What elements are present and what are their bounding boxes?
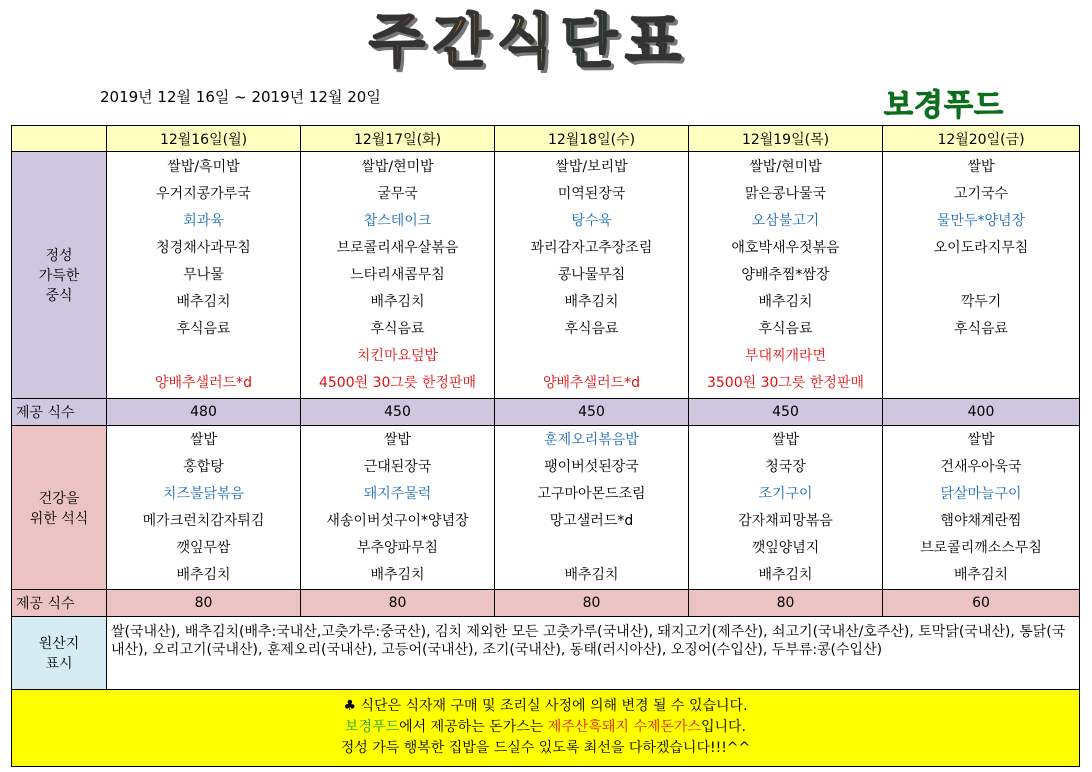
menu-item: 양배추찜*쌈장 (741, 266, 830, 283)
page-title (220, 7, 830, 75)
count-value: 60 (883, 590, 1080, 617)
menu-item: 배추김치 (564, 566, 619, 583)
menu-item: 고기국수 (953, 185, 1009, 202)
count-value: 450 (301, 399, 495, 426)
menu-item: 콩나물무침 (557, 266, 626, 283)
menu-item: 쌀밥 (967, 431, 995, 448)
menu-item: 배추김치 (953, 566, 1009, 583)
header-corner (12, 126, 107, 152)
menu-item: 쌀밥/현미밥 (361, 158, 434, 175)
menu-item: 새송이버섯구이*양념장 (326, 512, 469, 529)
menu-item: 오이도라지무침 (933, 239, 1029, 256)
day-header-row (12, 126, 1080, 152)
notice-line (12, 717, 1079, 738)
title-char: 단 (561, 7, 618, 75)
day-header: 12월18일(수) (495, 126, 689, 152)
count-value: 80 (107, 590, 301, 617)
notice-line: 정성 가득 행복한 집밥을 드실수 있도록 최선을 다하겠습니다!!!^^ (340, 740, 751, 757)
count-value: 80 (689, 590, 883, 617)
healthy-row (12, 426, 1080, 590)
menu-item: 배추김치 (564, 293, 619, 310)
menu-item: 부추양파무침 (356, 539, 439, 556)
menu-item: 물만두*양념장 (936, 212, 1026, 229)
menu-item: 애호박새우젓볶음 (731, 239, 840, 256)
menu-item: 4500원 30그릇 한정판매 (318, 374, 476, 391)
count-label: 제공 식수 (12, 399, 107, 426)
menu-item: 배추김치 (370, 293, 425, 310)
notice-text: 입니다. (700, 719, 746, 736)
lunch-cell (689, 152, 883, 399)
menu-item: 팽이버섯된장국 (544, 458, 639, 475)
menu-item: 감자채피망볶음 (738, 512, 833, 529)
menu-item: 후식음료 (564, 320, 619, 337)
menu-item: 쌀밥/현미밥 (749, 158, 822, 175)
menu-item: 3500원 30그릇 한정판매 (706, 374, 864, 391)
healthy-cell (107, 426, 301, 590)
notice-company: 보경푸드 (345, 719, 400, 736)
menu-item: 치킨마요덮밥 (356, 347, 439, 364)
menu-item: 깍두기 (960, 293, 1002, 310)
menu-item: 양배추샐러드*d (542, 374, 641, 391)
lunch-cell (495, 152, 689, 399)
menu-item: 닭살마늘구이 (940, 485, 1022, 502)
menu-item: 근대된장국 (363, 458, 432, 475)
healthy-label-line: 위한 석식 (29, 510, 89, 527)
menu-item: 꽈리감자고추장조림 (530, 239, 653, 256)
day-header: 12월19일(목) (689, 126, 883, 152)
menu-item: 후식음료 (370, 320, 425, 337)
count-value: 450 (495, 399, 689, 426)
lunch-cell (883, 152, 1080, 399)
date-range: 2019년 12월 16일 ~ 2019년 12월 20일 (100, 88, 381, 106)
origin-label-line: 표시 (45, 655, 73, 672)
menu-item: 고구마아몬드조림 (537, 485, 646, 502)
healthy-cell (301, 426, 495, 590)
healthy-count-row (12, 590, 1080, 617)
menu-item: 돼지주물럭 (363, 485, 432, 502)
notice-box (12, 689, 1080, 766)
notice-row (12, 689, 1080, 766)
menu-item: 배추김치 (176, 566, 231, 583)
lunch-label (12, 152, 107, 399)
menu-item: 브로콜리새우살볶음 (336, 239, 459, 256)
menu-item: 배추김치 (370, 566, 425, 583)
lunch-count-row (12, 399, 1080, 426)
menu-item: 치즈불닭볶음 (162, 485, 245, 502)
menu-item: 쌀밥 (967, 158, 995, 175)
menu-item: 조기구이 (758, 485, 813, 502)
title-char: 표 (625, 7, 682, 75)
menu-item: 무나물 (183, 266, 224, 283)
day-header: 12월17일(화) (301, 126, 495, 152)
count-label: 제공 식수 (12, 590, 107, 617)
menu-item: 느타리새콤무침 (350, 266, 445, 283)
count-value: 80 (495, 590, 689, 617)
title-char: 식 (496, 7, 554, 75)
day-header: 12월20일(금) (883, 126, 1080, 152)
healthy-label-line: 건강을 (38, 490, 80, 507)
origin-text: 쌀(국내산), 배추김치(배추:국내산,고춧가루:중국산), 김치 제외한 모든 고춧가루(국내산), 돼지고기(제주산), 쇠고기(국내산/호주산), 토막닭(국내산), 통닭(국내산), 오리고기(국내산), 훈제오리(국내산), 고등어(국내산), 조기(국내산), 동태(러시아산), 오징어(수입산), 두부류:콩(수입산) (107, 617, 1080, 689)
menu-item: 쌀밥/흑미밥 (167, 158, 240, 175)
menu-item: 청경채사과무침 (156, 239, 251, 256)
menu-item: 탕수육 (571, 212, 612, 229)
weekly-menu-table (11, 125, 1080, 767)
menu-item: 배추김치 (176, 293, 231, 310)
count-value: 480 (107, 399, 301, 426)
menu-item: 망고샐러드*d (549, 512, 634, 529)
origin-row (12, 617, 1080, 689)
notice-text: 에서 제공하는 돈가스는 (399, 719, 548, 736)
notice-line: ♣ 식단은 식자재 구매 및 조리실 사정에 의해 변경 될 수 있습니다. (343, 698, 748, 715)
menu-item: 깻잎양념지 (751, 539, 820, 556)
menu-item: 훈제오리볶음밥 (544, 431, 639, 448)
lunch-label-line: 정성 (45, 248, 73, 265)
origin-label (12, 617, 107, 689)
company-logo-text: 보경푸드 (884, 88, 1004, 123)
menu-item: 찹스테이크 (363, 212, 432, 229)
healthy-cell (883, 426, 1080, 590)
menu-item: 건새우아욱국 (940, 458, 1022, 475)
menu-item: 후식음료 (176, 320, 231, 337)
count-value: 450 (689, 399, 883, 426)
notice-highlight: 제주산흑돼지 수제돈가스 (547, 719, 701, 736)
menu-item: 배추김치 (758, 566, 813, 583)
count-value: 400 (883, 399, 1080, 426)
menu-item: 홍합탕 (183, 458, 224, 475)
menu-item: 메가크런치감자튀김 (142, 512, 265, 529)
menu-item: 배추김치 (758, 293, 813, 310)
menu-item: 굴무국 (377, 185, 418, 202)
menu-item: 부대찌개라면 (744, 347, 827, 364)
day-header: 12월16일(월) (107, 126, 301, 152)
menu-item: 양배추샐러드*d (154, 374, 253, 391)
lunch-label-line: 가득한 (38, 268, 80, 285)
lunch-cell (107, 152, 301, 399)
lunch-label-line: 중식 (45, 288, 73, 305)
menu-item: 쌀밥 (189, 431, 218, 448)
title-char: 간 (432, 7, 489, 75)
menu-item: 오삼불고기 (751, 212, 820, 229)
menu-item: 깻잎무쌈 (176, 539, 231, 556)
menu-item: 쌀밥 (771, 431, 800, 448)
menu-item: 쌀밥 (383, 431, 412, 448)
menu-item: 회과육 (183, 212, 224, 229)
menu-item: 쌀밥/보리밥 (555, 158, 628, 175)
count-value: 80 (301, 590, 495, 617)
menu-item: 청국장 (765, 458, 806, 475)
title-char: 주 (368, 7, 425, 75)
lunch-cell (301, 152, 495, 399)
menu-item: 햄야채계란찜 (940, 512, 1022, 529)
healthy-label (12, 426, 107, 590)
menu-item: 후식음료 (758, 320, 813, 337)
menu-item: 맑은콩나물국 (744, 185, 827, 202)
menu-item: 브로콜리깨소스무침 (920, 539, 1042, 556)
origin-label-line: 원산지 (38, 635, 80, 652)
menu-item: 후식음료 (953, 320, 1009, 337)
healthy-cell (495, 426, 689, 590)
healthy-cell (689, 426, 883, 590)
menu-item: 우거지콩가루국 (156, 185, 251, 202)
menu-item: 미역된장국 (557, 185, 626, 202)
lunch-row (12, 152, 1080, 399)
